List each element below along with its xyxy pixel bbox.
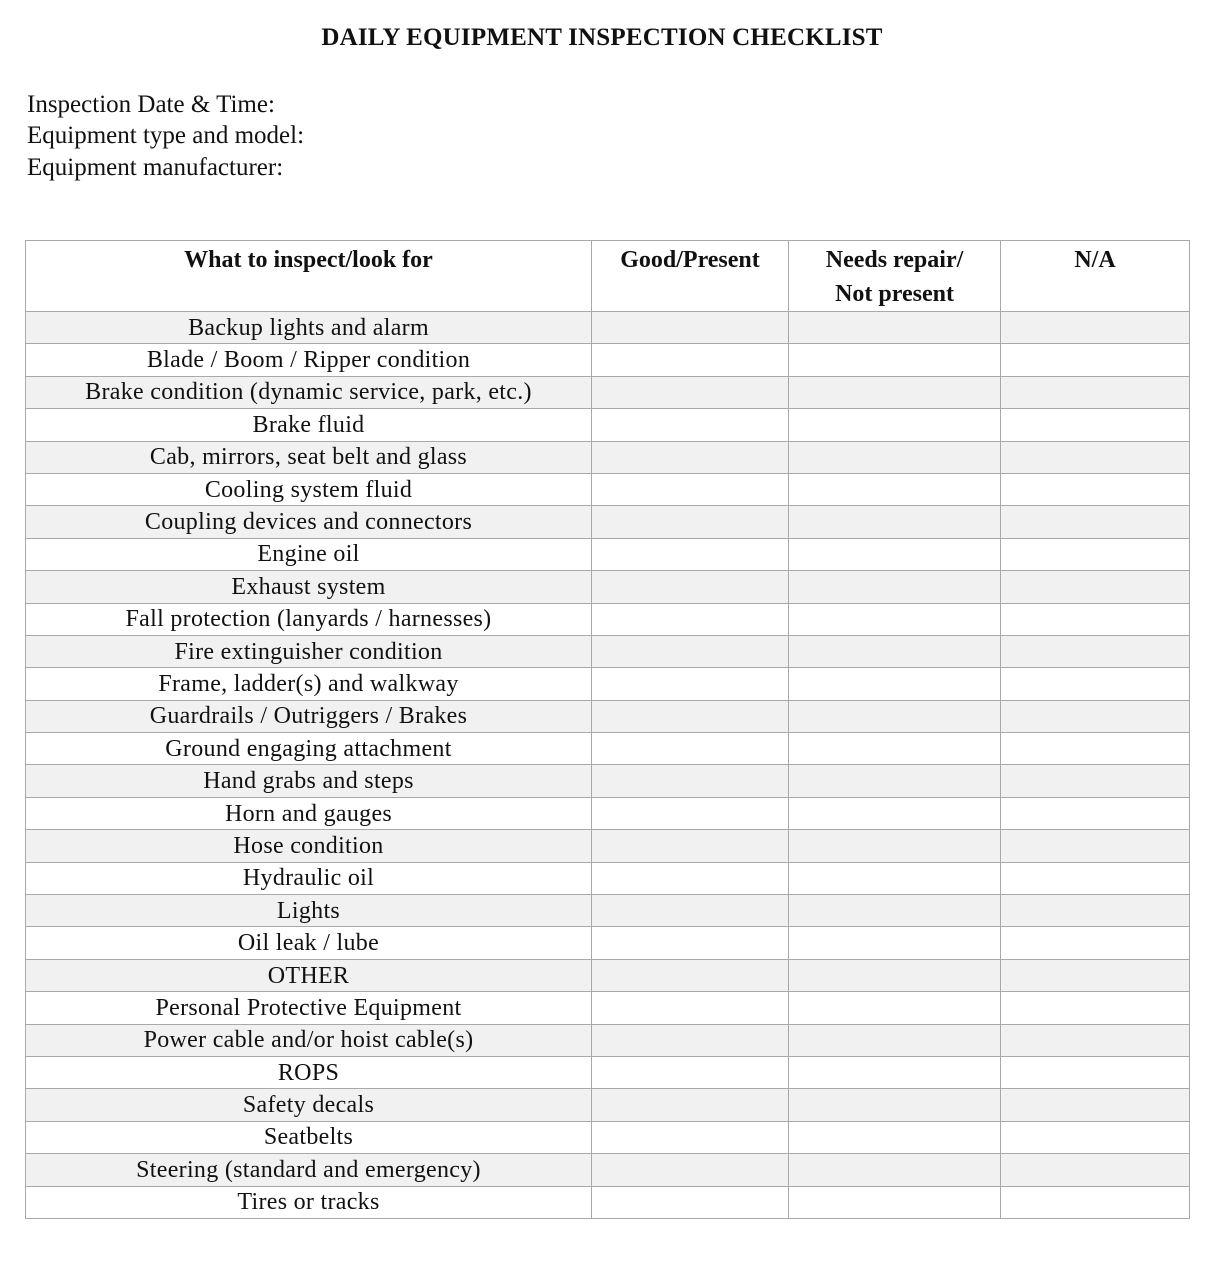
needs-repair-cell[interactable] bbox=[789, 473, 1001, 505]
good-present-cell[interactable] bbox=[592, 1154, 789, 1186]
table-row bbox=[26, 376, 1190, 408]
inspection-item-label: Power cable and/or hoist cable(s) bbox=[26, 1024, 592, 1056]
na-cell[interactable] bbox=[1001, 1186, 1190, 1218]
inspection-item-label: Exhaust system bbox=[26, 571, 592, 603]
na-cell[interactable] bbox=[1001, 733, 1190, 765]
inspection-item-label: Engine oil bbox=[26, 538, 592, 570]
inspection-item-label: Blade / Boom / Ripper condition bbox=[26, 344, 592, 376]
needs-repair-cell[interactable] bbox=[789, 927, 1001, 959]
na-cell[interactable] bbox=[1001, 409, 1190, 441]
na-cell[interactable] bbox=[1001, 538, 1190, 570]
inspection-item-label: Brake fluid bbox=[26, 409, 592, 441]
inspection-date-time-field: Inspection Date & Time: bbox=[27, 91, 275, 118]
good-present-cell[interactable] bbox=[592, 797, 789, 829]
inspection-item-label: Lights bbox=[26, 895, 592, 927]
table-row bbox=[26, 830, 1190, 862]
header-needs-repair-line1: Needs repair/ bbox=[825, 247, 964, 273]
good-present-cell[interactable] bbox=[592, 473, 789, 505]
na-cell[interactable] bbox=[1001, 603, 1190, 635]
needs-repair-cell[interactable] bbox=[789, 668, 1001, 700]
table-row bbox=[26, 797, 1190, 829]
needs-repair-cell[interactable] bbox=[789, 1186, 1001, 1218]
document-title: DAILY EQUIPMENT INSPECTION CHECKLIST bbox=[321, 24, 883, 51]
needs-repair-cell[interactable] bbox=[789, 344, 1001, 376]
na-cell[interactable] bbox=[1001, 571, 1190, 603]
needs-repair-cell[interactable] bbox=[789, 1024, 1001, 1056]
table-header-row bbox=[26, 241, 1190, 312]
good-present-cell[interactable] bbox=[592, 830, 789, 862]
good-present-cell[interactable] bbox=[592, 895, 789, 927]
good-present-cell[interactable] bbox=[592, 344, 789, 376]
needs-repair-cell[interactable] bbox=[789, 1089, 1001, 1121]
na-cell[interactable] bbox=[1001, 668, 1190, 700]
equipment-type-model-field: Equipment type and model: bbox=[27, 122, 305, 149]
needs-repair-cell[interactable] bbox=[789, 830, 1001, 862]
na-cell[interactable] bbox=[1001, 441, 1190, 473]
needs-repair-cell[interactable] bbox=[789, 895, 1001, 927]
needs-repair-cell[interactable] bbox=[789, 376, 1001, 408]
table-row bbox=[26, 1121, 1190, 1153]
good-present-cell[interactable] bbox=[592, 538, 789, 570]
table-row bbox=[26, 733, 1190, 765]
good-present-cell[interactable] bbox=[592, 506, 789, 538]
needs-repair-cell[interactable] bbox=[789, 312, 1001, 344]
needs-repair-cell[interactable] bbox=[789, 733, 1001, 765]
good-present-cell[interactable] bbox=[592, 862, 789, 894]
header-needs-repair bbox=[789, 241, 1001, 312]
inspection-item-label: ROPS bbox=[26, 1056, 592, 1088]
na-cell[interactable] bbox=[1001, 1024, 1190, 1056]
table-row bbox=[26, 765, 1190, 797]
inspection-item-label: Steering (standard and emergency) bbox=[26, 1154, 592, 1186]
table-row bbox=[26, 635, 1190, 667]
na-cell[interactable] bbox=[1001, 797, 1190, 829]
good-present-cell[interactable] bbox=[592, 733, 789, 765]
checklist-body bbox=[26, 312, 1190, 1219]
table-row bbox=[26, 1056, 1190, 1088]
header-what-to-inspect: What to inspect/look for bbox=[26, 241, 592, 312]
na-cell[interactable] bbox=[1001, 1089, 1190, 1121]
table-row bbox=[26, 1154, 1190, 1186]
inspection-item-label: Oil leak / lube bbox=[26, 927, 592, 959]
needs-repair-cell[interactable] bbox=[789, 409, 1001, 441]
na-cell[interactable] bbox=[1001, 1121, 1190, 1153]
needs-repair-cell[interactable] bbox=[789, 538, 1001, 570]
table-row bbox=[26, 992, 1190, 1024]
needs-repair-cell[interactable] bbox=[789, 1154, 1001, 1186]
na-cell[interactable] bbox=[1001, 1056, 1190, 1088]
needs-repair-cell[interactable] bbox=[789, 1056, 1001, 1088]
na-cell[interactable] bbox=[1001, 1154, 1190, 1186]
table-row bbox=[26, 895, 1190, 927]
table-row bbox=[26, 538, 1190, 570]
good-present-cell[interactable] bbox=[592, 1121, 789, 1153]
table-row bbox=[26, 1089, 1190, 1121]
good-present-cell[interactable] bbox=[592, 927, 789, 959]
inspection-item-label: Fall protection (lanyards / harnesses) bbox=[26, 603, 592, 635]
inspection-item-label: Personal Protective Equipment bbox=[26, 992, 592, 1024]
inspection-item-label: Seatbelts bbox=[26, 1121, 592, 1153]
na-cell[interactable] bbox=[1001, 700, 1190, 732]
table-row bbox=[26, 603, 1190, 635]
table-row bbox=[26, 441, 1190, 473]
na-cell[interactable] bbox=[1001, 506, 1190, 538]
inspection-item-label: Hand grabs and steps bbox=[26, 765, 592, 797]
needs-repair-cell[interactable] bbox=[789, 992, 1001, 1024]
table-row bbox=[26, 344, 1190, 376]
na-cell[interactable] bbox=[1001, 635, 1190, 667]
good-present-cell[interactable] bbox=[592, 603, 789, 635]
needs-repair-cell[interactable] bbox=[789, 506, 1001, 538]
good-present-cell[interactable] bbox=[592, 668, 789, 700]
needs-repair-cell[interactable] bbox=[789, 635, 1001, 667]
header-needs-repair-line2: Not present bbox=[835, 281, 954, 307]
good-present-cell[interactable] bbox=[592, 376, 789, 408]
header-na: N/A bbox=[1001, 241, 1190, 312]
table-row bbox=[26, 862, 1190, 894]
inspection-item-label: Cooling system fluid bbox=[26, 473, 592, 505]
inspection-item-label: Brake condition (dynamic service, park, etc.) bbox=[26, 376, 592, 408]
table-row bbox=[26, 473, 1190, 505]
good-present-cell[interactable] bbox=[592, 1056, 789, 1088]
na-cell[interactable] bbox=[1001, 862, 1190, 894]
table-row bbox=[26, 506, 1190, 538]
inspection-item-label: Ground engaging attachment bbox=[26, 733, 592, 765]
needs-repair-cell[interactable] bbox=[789, 959, 1001, 991]
good-present-cell[interactable] bbox=[592, 765, 789, 797]
table-row bbox=[26, 668, 1190, 700]
good-present-cell[interactable] bbox=[592, 635, 789, 667]
inspection-item-label: Coupling devices and connectors bbox=[26, 506, 592, 538]
inspection-item-label: Backup lights and alarm bbox=[26, 312, 592, 344]
inspection-item-label: Guardrails / Outriggers / Brakes bbox=[26, 700, 592, 732]
table-row bbox=[26, 1024, 1190, 1056]
inspection-item-label: Horn and gauges bbox=[26, 797, 592, 829]
header-good-present: Good/Present bbox=[592, 241, 789, 312]
needs-repair-cell[interactable] bbox=[789, 700, 1001, 732]
inspection-item-label: Frame, ladder(s) and walkway bbox=[26, 668, 592, 700]
needs-repair-cell[interactable] bbox=[789, 441, 1001, 473]
na-cell[interactable] bbox=[1001, 473, 1190, 505]
good-present-cell[interactable] bbox=[592, 1186, 789, 1218]
na-cell[interactable] bbox=[1001, 312, 1190, 344]
inspection-item-label: Hose condition bbox=[26, 830, 592, 862]
inspection-item-label: Fire extinguisher condition bbox=[26, 635, 592, 667]
good-present-cell[interactable] bbox=[592, 959, 789, 991]
good-present-cell[interactable] bbox=[592, 1024, 789, 1056]
na-cell[interactable] bbox=[1001, 959, 1190, 991]
needs-repair-cell[interactable] bbox=[789, 571, 1001, 603]
table-row bbox=[26, 700, 1190, 732]
needs-repair-cell[interactable] bbox=[789, 1121, 1001, 1153]
needs-repair-cell[interactable] bbox=[789, 603, 1001, 635]
table-row bbox=[26, 959, 1190, 991]
table-row bbox=[26, 927, 1190, 959]
inspection-item-label: Hydraulic oil bbox=[26, 862, 592, 894]
inspection-item-label: Cab, mirrors, seat belt and glass bbox=[26, 441, 592, 473]
equipment-manufacturer-field: Equipment manufacturer: bbox=[27, 154, 284, 181]
inspection-item-label: Tires or tracks bbox=[26, 1186, 592, 1218]
needs-repair-cell[interactable] bbox=[789, 765, 1001, 797]
good-present-cell[interactable] bbox=[592, 571, 789, 603]
inspection-item-label: OTHER bbox=[26, 959, 592, 991]
inspection-checklist-table bbox=[25, 240, 1190, 1219]
na-cell[interactable] bbox=[1001, 927, 1190, 959]
inspection-item-label: Safety decals bbox=[26, 1089, 592, 1121]
table-row bbox=[26, 571, 1190, 603]
good-present-cell[interactable] bbox=[592, 992, 789, 1024]
na-cell[interactable] bbox=[1001, 344, 1190, 376]
table-row bbox=[26, 409, 1190, 441]
na-cell[interactable] bbox=[1001, 992, 1190, 1024]
table-row bbox=[26, 312, 1190, 344]
good-present-cell[interactable] bbox=[592, 1089, 789, 1121]
needs-repair-cell[interactable] bbox=[789, 797, 1001, 829]
na-cell[interactable] bbox=[1001, 830, 1190, 862]
good-present-cell[interactable] bbox=[592, 312, 789, 344]
na-cell[interactable] bbox=[1001, 895, 1190, 927]
good-present-cell[interactable] bbox=[592, 441, 789, 473]
good-present-cell[interactable] bbox=[592, 409, 789, 441]
table-row bbox=[26, 1186, 1190, 1218]
needs-repair-cell[interactable] bbox=[789, 862, 1001, 894]
na-cell[interactable] bbox=[1001, 376, 1190, 408]
good-present-cell[interactable] bbox=[592, 700, 789, 732]
na-cell[interactable] bbox=[1001, 765, 1190, 797]
